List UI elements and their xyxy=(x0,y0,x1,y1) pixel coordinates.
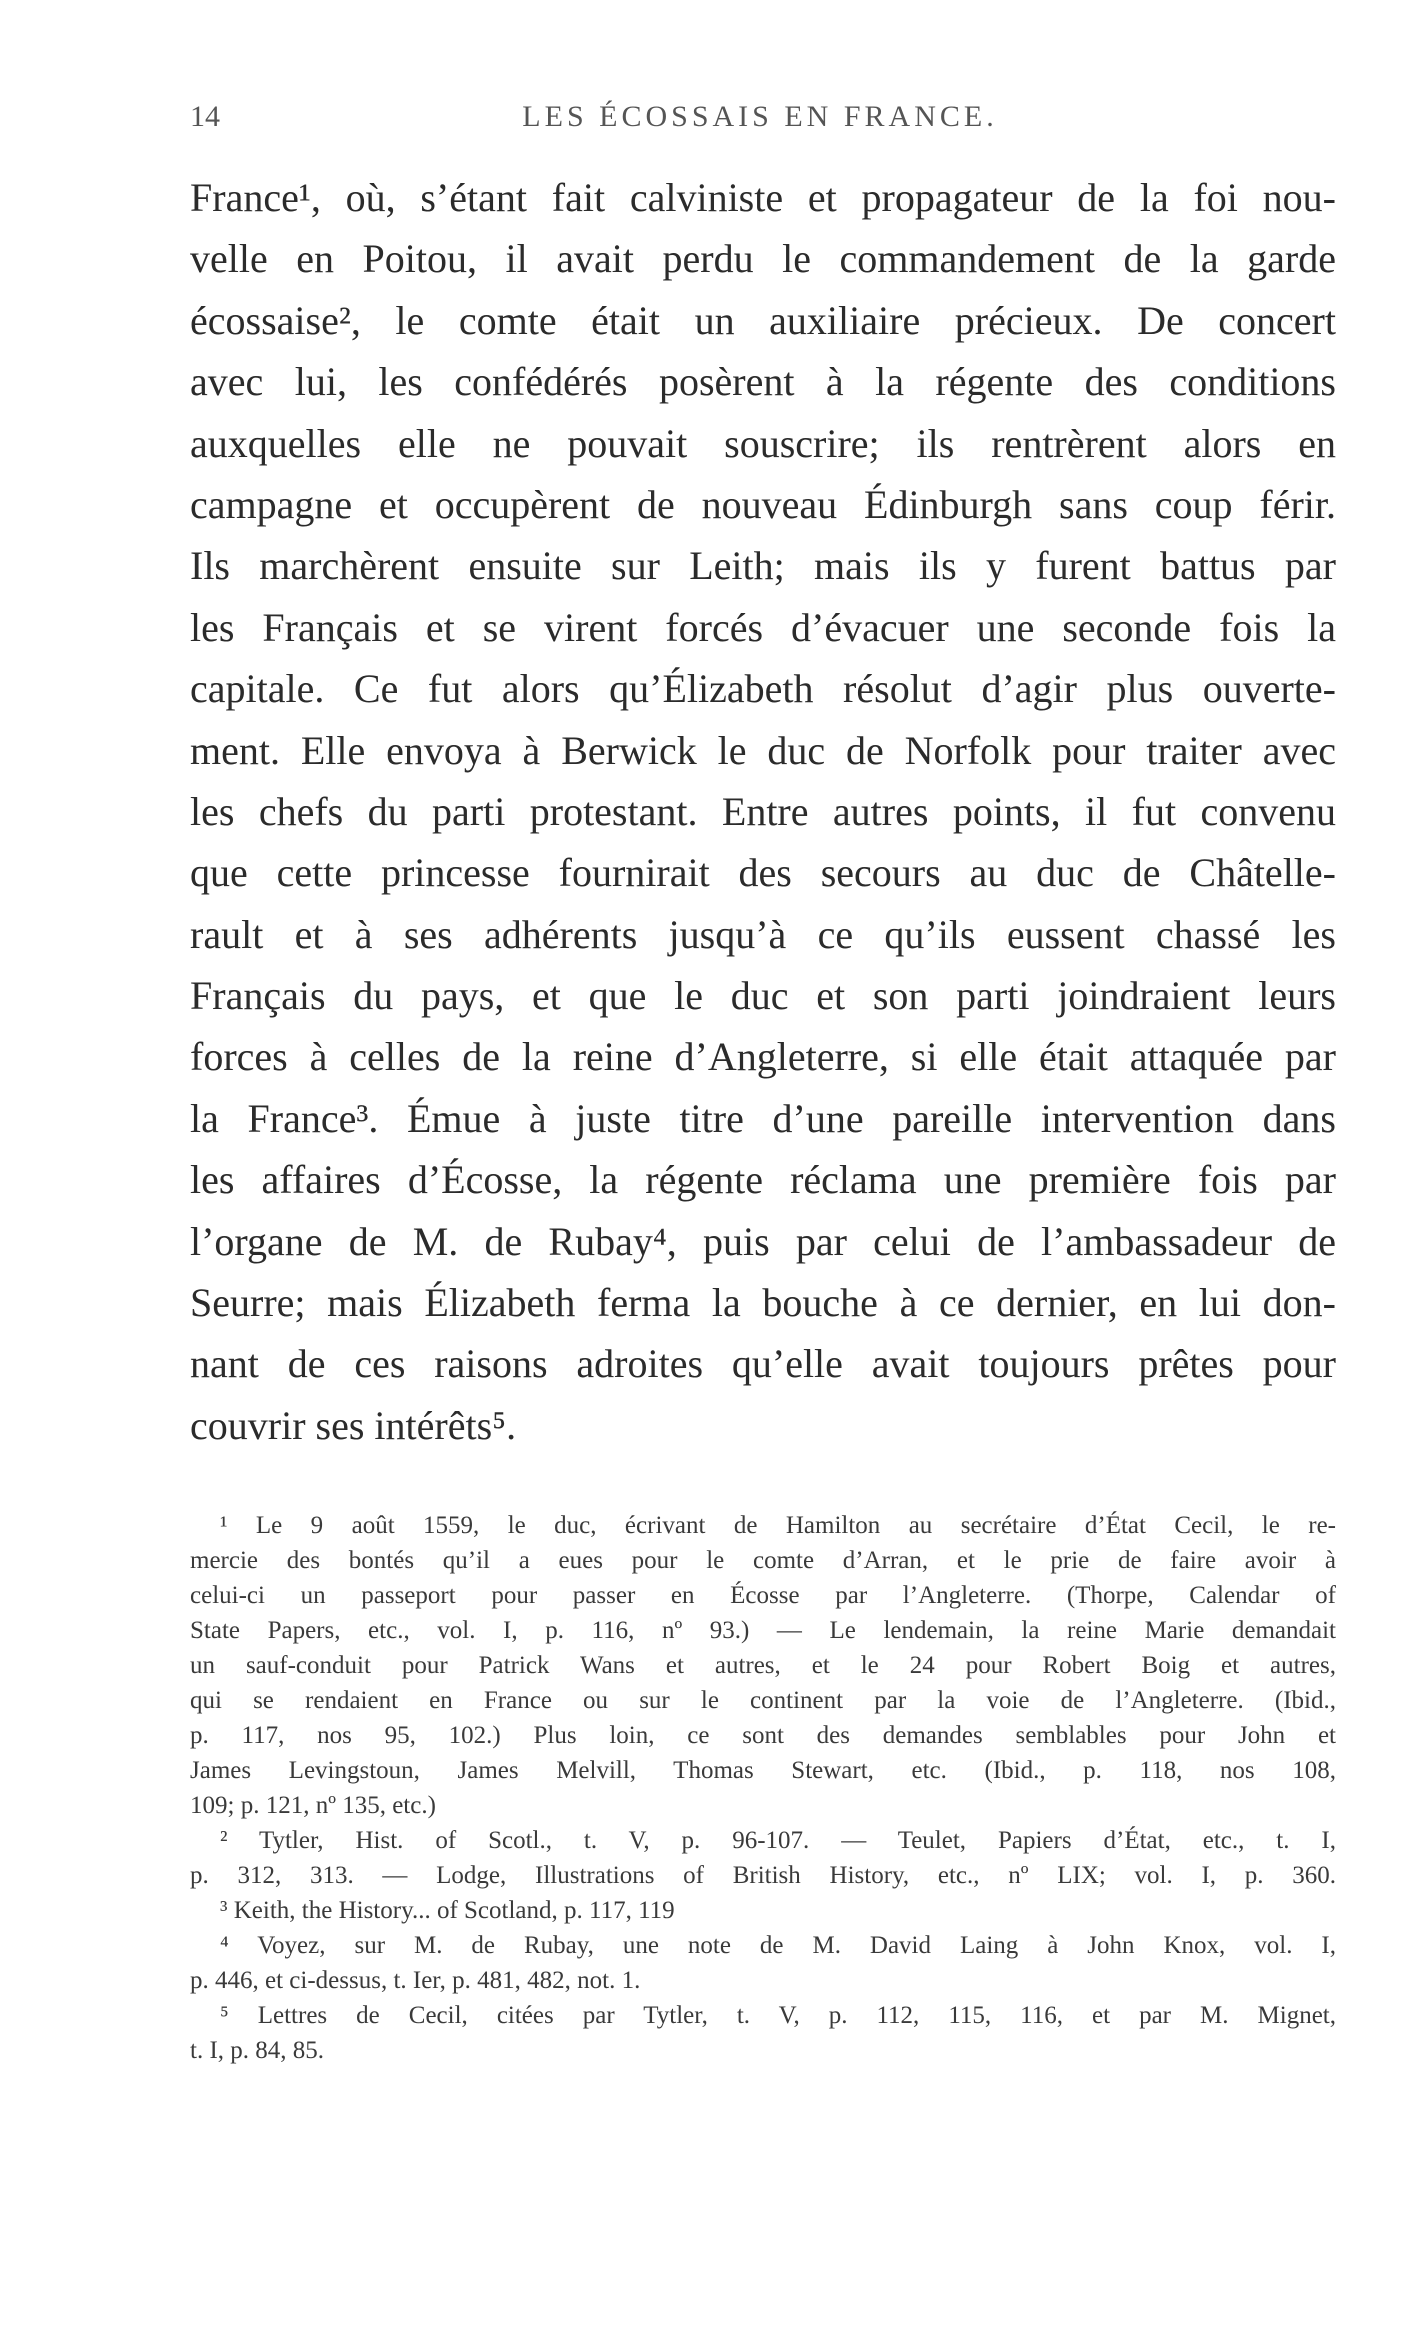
text-line: rault et à ses adhérents jusqu’à ce qu’ils eussent chassé les xyxy=(190,911,1336,957)
main-text xyxy=(190,167,1336,1456)
text-line: écossaise², le comte était un auxiliaire précieux. De concert xyxy=(190,297,1336,343)
footnote-1: ¹ Le 9 août 1559, le duc, écrivant de Hamilton au secrétaire d’État Cecil, le re- xyxy=(220,1512,1336,1539)
footnote-line: un sauf-conduit pour Patrick Wans et autres, et le 24 pour Robert Boig et autres, xyxy=(190,1652,1336,1679)
footnote-3: ³ Keith, the History... of Scotland, p. 117, 119 xyxy=(220,1897,675,1924)
footnote-line: celui-ci un passeport pour passer en Écosse par l’Angleterre. (Thorpe, Calendar of xyxy=(190,1582,1336,1609)
text-line: campagne et occupèrent de nouveau Édinburgh sans coup férir. xyxy=(190,481,1336,527)
text-line: la France³. Émue à juste titre d’une pareille intervention dans xyxy=(190,1095,1336,1141)
running-title: LES ÉCOSSAIS EN FRANCE. xyxy=(522,100,998,133)
text-line: les chefs du parti protestant. Entre autres points, il fut convenu xyxy=(190,788,1336,834)
text-line: l’organe de M. de Rubay⁴, puis par celui de l’ambassadeur de xyxy=(190,1218,1336,1264)
text-line: Français du pays, et que le duc et son parti joindraient leurs xyxy=(190,973,1336,1019)
footnote-line: p. 446, et ci-dessus, t. Ier, p. 481, 482, not. 1. xyxy=(190,1967,641,1994)
text-line: les affaires d’Écosse, la régente réclama une première fois par xyxy=(190,1157,1336,1203)
text-line: forces à celles de la reine d’Angleterre, si elle était attaquée par xyxy=(190,1034,1336,1080)
text-line: ment. Elle envoya à Berwick le duc de Norfolk pour traiter avec xyxy=(190,727,1336,773)
text-line: que cette princesse fournirait des secours au duc de Châtelle- xyxy=(190,850,1336,896)
footnote-line: t. I, p. 84, 85. xyxy=(190,2037,325,2064)
footnote-line: James Levingstoun, James Melvill, Thomas Stewart, etc. (Ibid., p. 118, nos 108, xyxy=(190,1757,1336,1784)
footnote-2: ² Tytler, Hist. of Scotl., t. V, p. 96-107. — Teulet, Papiers d’État, etc., t. I, xyxy=(220,1827,1336,1854)
text-line: avec lui, les confédérés posèrent à la régente des conditions xyxy=(190,359,1336,405)
text-line: velle en Poitou, il avait perdu le commandement de la garde xyxy=(190,236,1336,282)
footnote-line: qui se rendaient en France ou sur le continent par la voie de l’Angleterre. (Ibid., xyxy=(190,1687,1336,1714)
text-line: les Français et se virent forcés d’évacuer une seconde fois la xyxy=(190,604,1336,650)
text-line: Seurre; mais Élizabeth ferma la bouche à ce dernier, en lui don- xyxy=(190,1280,1336,1326)
text-line: auxquelles elle ne pouvait souscrire; ils rentrèrent alors en xyxy=(190,420,1336,466)
footnote-4: ⁴ Voyez, sur M. de Rubay, une note de M. David Laing à John Knox, vol. I, xyxy=(220,1932,1336,1959)
footnote-line: 109; p. 121, nº 135, etc.) xyxy=(190,1792,436,1819)
footnote-line: mercie des bontés qu’il a eues pour le comte d’Arran, et le prie de faire avoir à xyxy=(190,1547,1336,1574)
footnote-line: p. 117, nos 95, 102.) Plus loin, ce sont des demandes semblables pour John et xyxy=(190,1722,1336,1749)
text-line: capitale. Ce fut alors qu’Élizabeth résolut d’agir plus ouverte- xyxy=(190,666,1336,712)
text-line-last: couvrir ses intérêts⁵. xyxy=(190,1402,517,1448)
footnotes xyxy=(190,1508,1336,2068)
footnote-line: p. 312, 313. — Lodge, Illustrations of British History, etc., nº LIX; vol. I, p. 360. xyxy=(190,1862,1336,1889)
footnote-5: ⁵ Lettres de Cecil, citées par Tytler, t. V, p. 112, 115, 116, et par M. Mignet, xyxy=(220,2002,1336,2029)
text-line: France¹, où, s’étant fait calviniste et propagateur de la foi nou- xyxy=(190,175,1336,220)
text-line: nant de ces raisons adroites qu’elle avait toujours prêtes pour xyxy=(190,1341,1336,1387)
page-number: 14 xyxy=(190,100,220,133)
footnote-line: State Papers, etc., vol. I, p. 116, nº 93.) — Le lendemain, la reine Marie demandait xyxy=(190,1617,1336,1644)
page-header xyxy=(190,100,1330,150)
text-line: Ils marchèrent ensuite sur Leith; mais ils y furent battus par xyxy=(190,543,1336,589)
